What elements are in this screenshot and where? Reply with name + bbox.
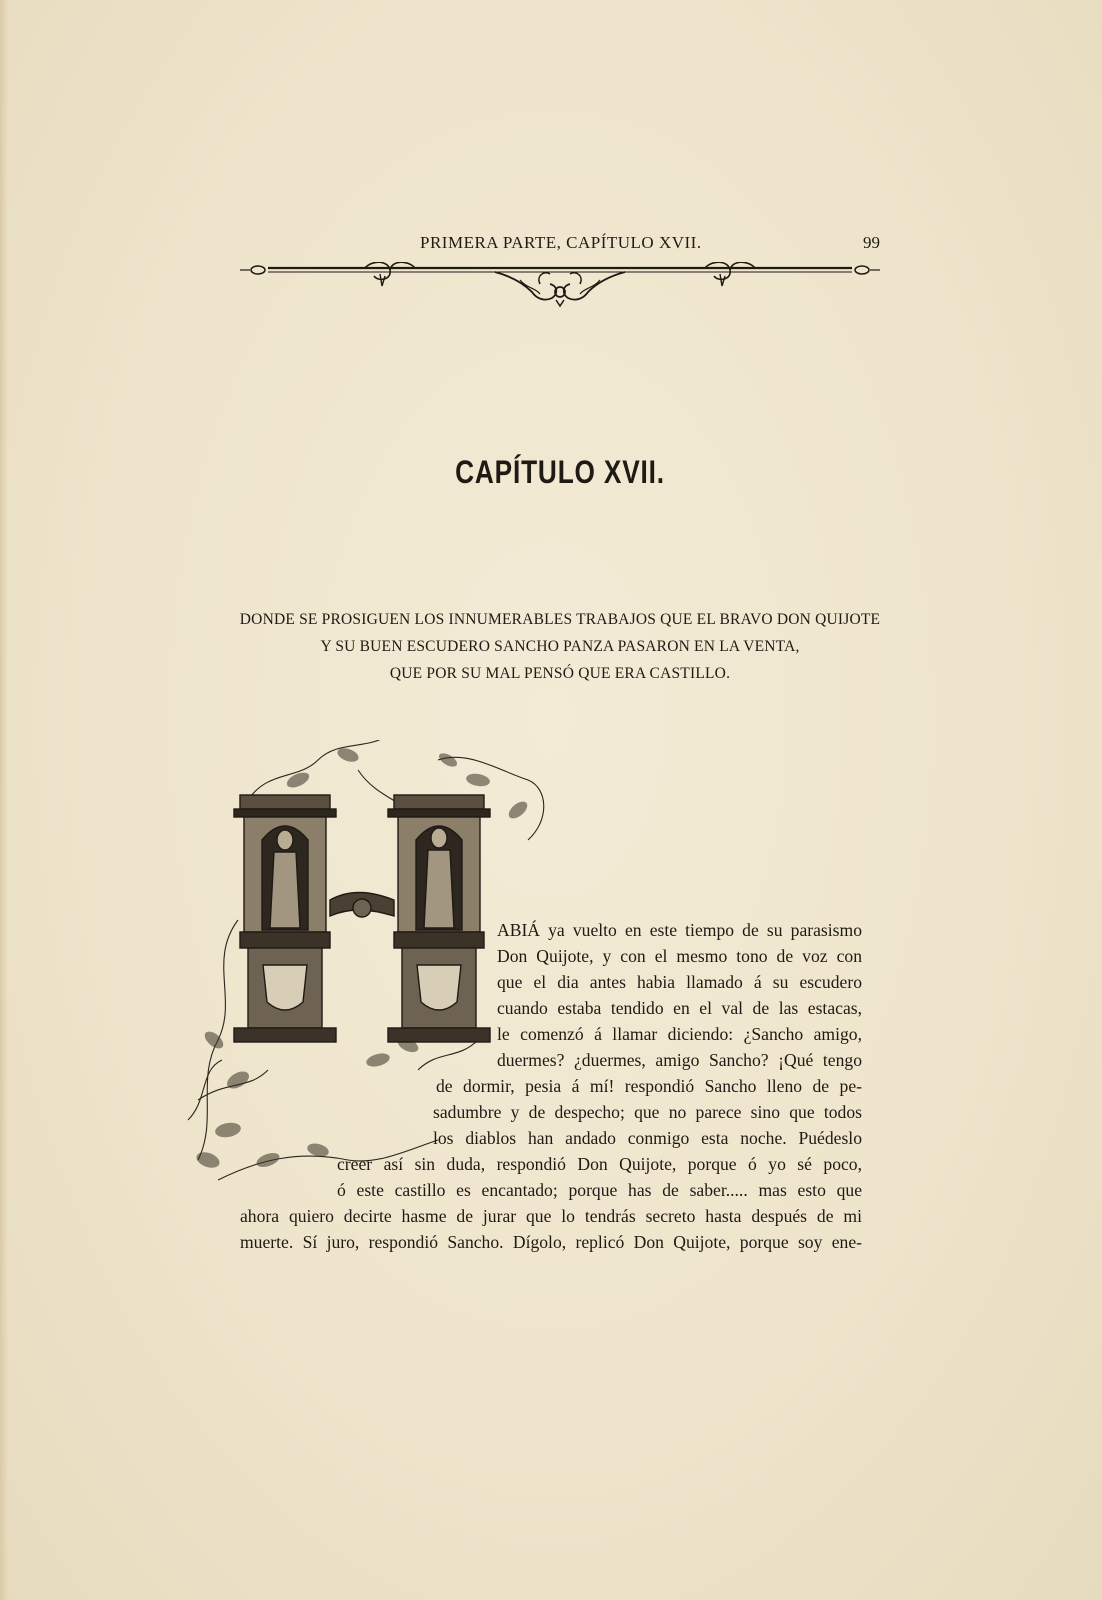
body-line: sadumbre y de despecho; que no parece sino que todos [433,1102,862,1122]
body-line: los diablos han andado conmigo esta noche. Puédeslo [433,1128,862,1148]
body-line: que el dia antes habia llamado á su escudero [497,972,862,992]
summary-line: QUE POR SU MAL PENSÓ QUE ERA CASTILLO. [389,665,731,682]
running-title: PRIMERA PARTE, CAPÍTULO XVII. [420,233,702,252]
body-line: ahora quiero decirte hasme de jurar que lo tendrás secreto hasta después de mi [240,1206,862,1226]
body-line: ABIÁ ya vuelto en este tiempo de su parasismo [497,920,862,940]
body-line: muerte. Sí juro, respondió Sancho. Dígolo, replicó Don Quijote, porque soy ene- [240,1232,862,1252]
summary-line: DONDE SE PROSIGUEN LOS INNUMERABLES TRABAJOS QUE EL BRAVO DON QUIJOTE [239,611,881,628]
summary-line: Y SU BUEN ESCUDERO SANCHO PANZA PASARON EN LA VENTA, [320,638,800,655]
body-line: creer así sin duda, respondió Don Quijote, porque ó yo sé poco, [337,1154,862,1174]
body-line: Don Quijote, y con el mesmo tono de voz con [497,946,862,966]
body-line: de dormir, pesia á mí! respondió Sancho lleno de pe- [436,1076,862,1096]
page-edge-shadow [0,0,8,1600]
running-head [240,233,880,255]
body-line: le comenzó á llamar diciendo: ¿Sancho amigo, [497,1024,862,1044]
page-number: 99 [863,233,880,252]
body-line: duermes? ¿duermes, amigo Sancho? ¡Qué tengo [497,1050,862,1070]
chapter-title: CAPÍTULO XVII. [455,454,665,490]
chapter-summary [230,606,890,687]
body-line: cuando estaba tendido en el val de las estacas, [497,998,862,1018]
header-ornament-rule [240,262,880,308]
body-line: ó este castillo es encantado; porque has de saber..... mas esto que [337,1180,862,1200]
